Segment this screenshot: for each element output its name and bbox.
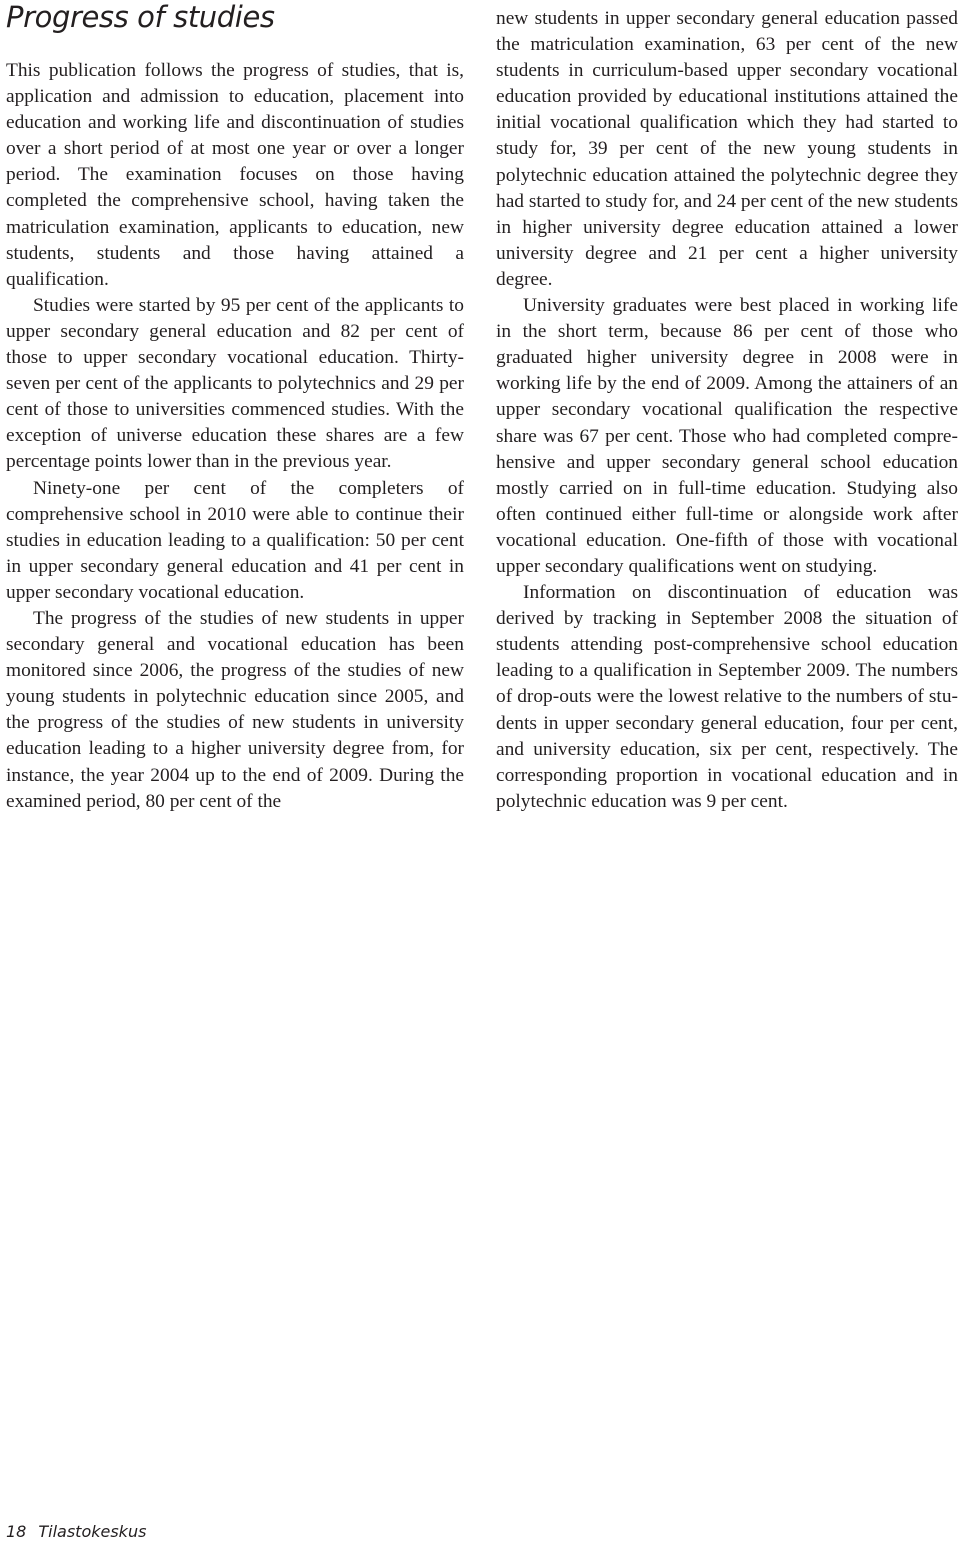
page-number: 18 [6,1522,27,1541]
page-title: Progress of studies [6,0,275,34]
left-column [6,58,464,815]
paragraph-studies-started: Studies were started by 95 per cent of the applicants to upper secondary general education and 82 per cent of those to upper secondary vocational education. Thirty-seven per cent of the applicants to polytechnics and 29 per cent of those to universities commenced studies. With the exception of universe education these shares are a few percentage points lower than in the previous year. [6,294,464,473]
paragraph-working-life: University graduates were best placed in working life in the short term, because 86 per cent of those who graduated higher university degree in 2008 were in working life by the end of 2009. Among the attainers of an upper secondary vocational qualification the respective share was 67 per cent. Those who had completed comprehensive and upper secondary general school education mostly carried on in full-time education. Studying also often continued either full-time or alongside work after vocational education. One-fifth of those with vocational upper secondary qualifications went on studying. [496,295,958,577]
page-footer [6,1522,146,1542]
paragraph-continuation: new students in upper secondary general education passed the matriculation examination, 63 per cent of the new students in curriculum-based upper secondary vocational education provided by educational institutions attained the initial vocational qualification which they had started to study for, 39 per cent of the new young students in polytechnic education attained the polytechnic degree they had started to study for, and 24 per cent of the new students in higher university degree education attained a lower university degree and 21 per cent a higher university degree. [496,8,958,290]
publisher-name: Tilastokeskus [38,1522,147,1541]
paragraph-intro: This publication follows the progress of studies, that is, application and admission to education, placement into education and working life and discontinuation of studies over a short period of at most one year or over a longer period. The examination focuses on those having completed the comprehensive school, having taken the matriculation examination, applicants to education, new students, students and those having attained a qualification. [6,60,464,290]
right-column [496,6,958,815]
paragraph-discontinuation: Information on discontinuation of education was derived by tracking in September 2008 the situation of students attending post-comprehensive school education leading to a qualification in September 2009. The numbers of drop-outs were the lowest relative to the numbers of students in upper secondary general education, four per cent, and university education, six per cent, respectively. The corresponding proportion in vocational education and in polytechnic education was 9 per cent. [496,582,958,812]
paragraph-progress-monitoring: The progress of the studies of new students in upper secondary general and vocational education has been monitored since 2006, the progress of the studies of new young students in polytechnic education since 2005, and the progress of the studies of new students in university education leading to a higher university degree from, for instance, the year 2004 up to the end of 2009. During the examined period, 80 per cent of the [6,607,464,812]
paragraph-comprehensive-completers: Ninety-one per cent of the completers of comprehensive school in 2010 were able to continue their studies in education leading to a qualification: 50 per cent in upper secondary general education and 41 per cent in upper secondary vocational education. [6,477,464,603]
